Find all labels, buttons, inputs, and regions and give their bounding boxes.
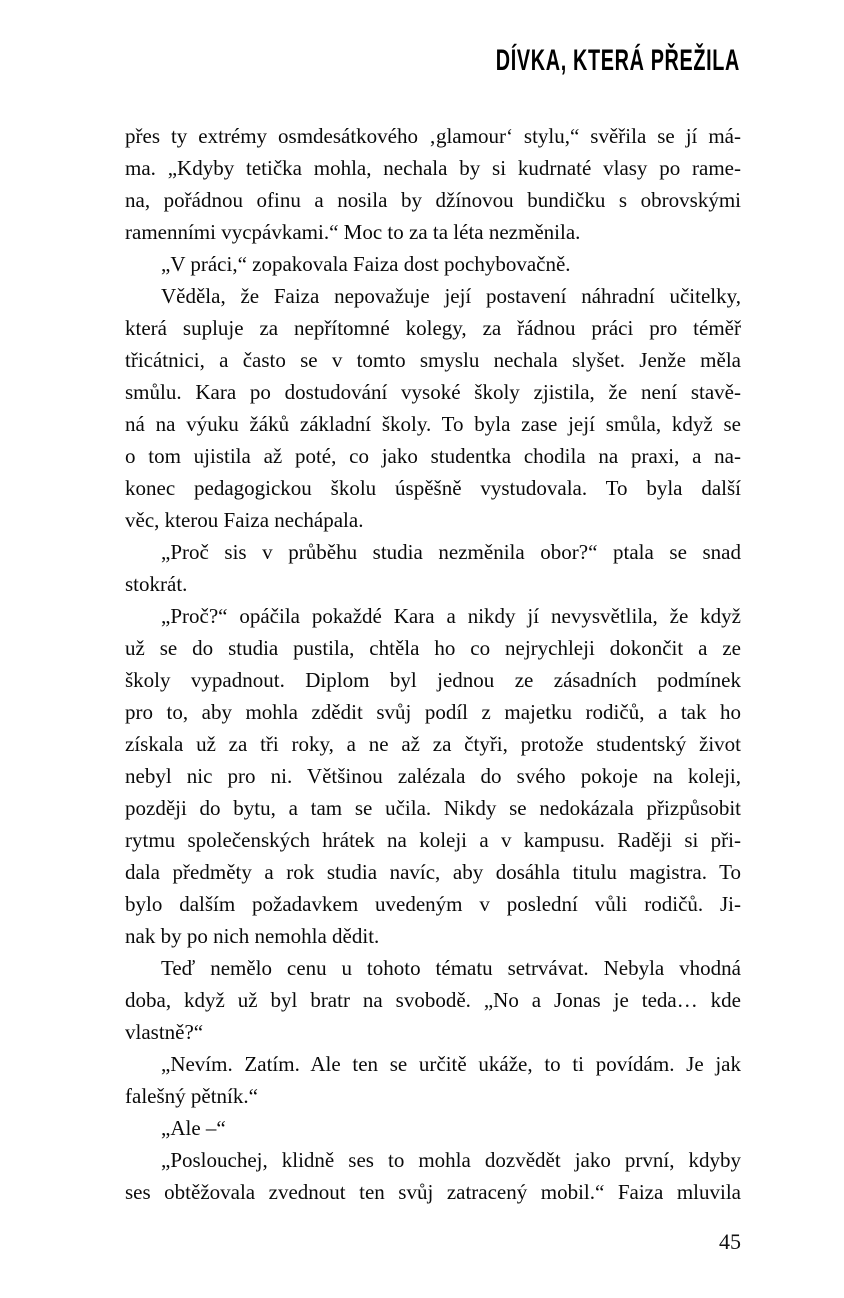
- text-line: „Proč sis v průběhu studia nezměnila obor?“ ptala se snad: [161, 540, 741, 564]
- text-line: pro to, aby mohla zdědit svůj podíl z majetku rodičů, a tak ho: [125, 700, 741, 724]
- text-line: získala už za tři roky, a ne až za čtyři, protože studentský život: [125, 732, 741, 756]
- text-line: věc, kterou Faiza nechápala.: [125, 508, 364, 532]
- text-line: falešný pětník.“: [125, 1084, 258, 1108]
- paragraph: [125, 1048, 741, 1112]
- paragraph: [125, 1112, 741, 1144]
- text-line: nebyl nic pro ni. Většinou zalézala do svého pokoje na koleji,: [125, 764, 741, 788]
- text-line: rytmu společenských hrátek na koleji a v kampusu. Raději si při-: [125, 828, 741, 852]
- paragraph: [125, 952, 741, 1048]
- text-line: Věděla, že Faiza nepovažuje její postavení náhradní učitelky,: [161, 284, 741, 308]
- text-line: později do bytu, a tam se učila. Nikdy se nedokázala přizpůsobit: [125, 796, 741, 820]
- text-line: bylo dalším požadavkem uvedeným v poslední vůli rodičů. Ji-: [125, 892, 741, 916]
- text-line: dala předměty a rok studia navíc, aby dosáhla titulu magistra. To: [125, 860, 741, 884]
- text-line: doba, když už byl bratr na svobodě. „No a Jonas je teda… kde: [125, 988, 741, 1012]
- text-line: ramenními vycpávkami.“ Moc to za ta léta nezměnila.: [125, 220, 581, 244]
- text-line: přes ty extrémy osmdesátkového ‚glamour‘ stylu,“ svěřila se jí má-: [125, 124, 741, 148]
- running-header: [0, 46, 740, 76]
- text-line: ná na výuku žáků základní školy. To byla zase její smůla, když se: [125, 412, 741, 436]
- text-line: konec pedagogickou školu úspěšně vystudovala. To byla další: [125, 476, 741, 500]
- chapter-title: DÍVKA, KTERÁ PŘEŽILA: [495, 44, 740, 77]
- text-line: stokrát.: [125, 572, 188, 596]
- text-line: o tom ujistila až poté, co jako studentka chodila na praxi, a na-: [125, 444, 741, 468]
- page-number: 45: [719, 1229, 741, 1254]
- text-line: „Ale –“: [161, 1116, 226, 1140]
- text-line: Teď nemělo cenu u tohoto tématu setrvávat. Nebyla vhodná: [161, 956, 741, 980]
- text-line: školy vypadnout. Diplom byl jednou ze zásadních podmínek: [125, 668, 741, 692]
- paragraph: [125, 1144, 741, 1208]
- paragraph: [125, 120, 741, 248]
- text-line: „Proč?“ opáčila pokaždé Kara a nikdy jí nevysvětlila, že když: [161, 604, 741, 628]
- text-line: smůlu. Kara po dostudování vysoké školy zjistila, že není stavě-: [125, 380, 741, 404]
- text-line: ma. „Kdyby tetička mohla, nechala by si kudrnaté vlasy po rame-: [125, 156, 741, 180]
- text-line: která supluje za nepřítomné kolegy, za řádnou práci pro téměř: [125, 316, 741, 340]
- paragraph: [125, 248, 741, 280]
- text-line: „Nevím. Zatím. Ale ten se určitě ukáže, to ti povídám. Je jak: [161, 1052, 741, 1076]
- text-line: nak by po nich nemohla dědit.: [125, 924, 380, 948]
- text-line: ses obtěžovala zvednout ten svůj zatracený mobil.“ Faiza mluvila: [125, 1180, 741, 1204]
- paragraph: [125, 280, 741, 536]
- text-line: třicátnici, a často se v tomto smyslu nechala slyšet. Jenže měla: [125, 348, 741, 372]
- text-line: „V práci,“ zopakovala Faiza dost pochybovačně.: [161, 252, 571, 276]
- text-line: vlastně?“: [125, 1020, 204, 1044]
- text-line: na, pořádnou ofinu a nosila by džínovou bundičku s obrovskými: [125, 188, 741, 212]
- text-line: už se do studia pustila, chtěla ho co nejrychleji dokončit a ze: [125, 636, 741, 660]
- text-line: „Poslouchej, klidně ses to mohla dozvědět jako první, kdyby: [161, 1148, 741, 1172]
- page-text: [125, 120, 741, 1208]
- paragraph: [125, 600, 741, 952]
- paragraph: [125, 536, 741, 600]
